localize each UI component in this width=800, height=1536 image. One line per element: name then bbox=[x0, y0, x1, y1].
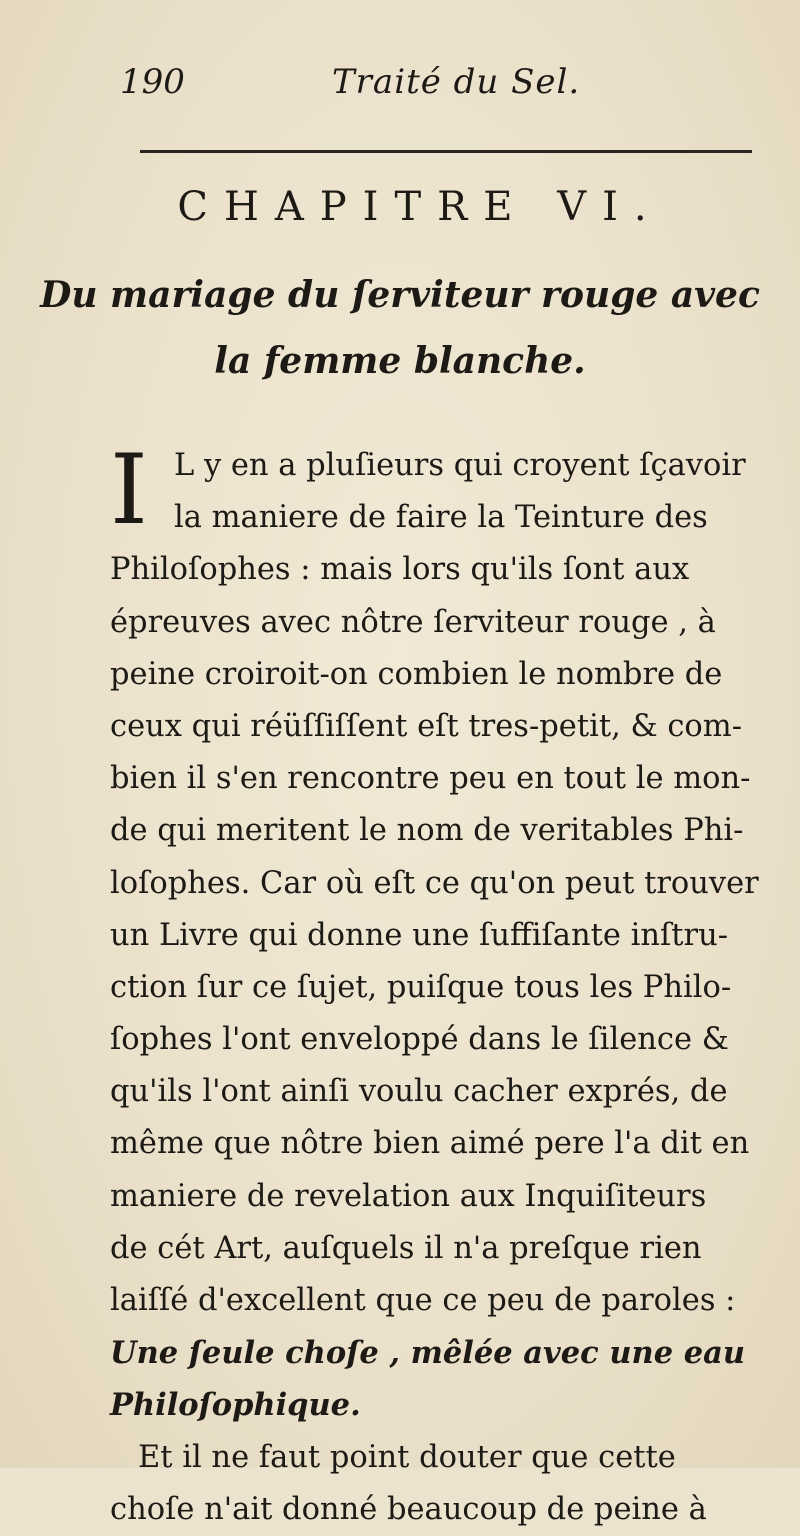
text-line: Et il ne faut point douter que cette bbox=[138, 1439, 676, 1475]
text-line: Philoſophes : mais lors qu'ils ſont aux bbox=[110, 552, 690, 588]
text-line: maniere de revelation aux Inquiſiteurs bbox=[110, 1178, 707, 1214]
chapter-heading: CHAPITRE VI. bbox=[177, 184, 663, 230]
text-line: même que nôtre bien aimé pere l'a dit en bbox=[110, 1126, 750, 1162]
drop-cap: I bbox=[110, 434, 148, 546]
text-line: ſophes l'ont enveloppé dans le ſilence & bbox=[110, 1022, 729, 1058]
chapter-subtitle-line-2: la femme blanche. bbox=[214, 340, 586, 382]
text-line-italic: Une ſeule choſe , mêlée avec une eau bbox=[110, 1335, 746, 1372]
header-rule bbox=[140, 150, 752, 153]
text-line: peine croiroit-on combien le nombre de bbox=[110, 656, 723, 692]
text-line: ction ſur ce ſujet, puiſque tous les Philo- bbox=[110, 969, 732, 1005]
text-line: épreuves avec nôtre ſerviteur rouge , à bbox=[110, 604, 716, 640]
text-line-italic: Philoſophique. bbox=[110, 1387, 361, 1424]
text-line: la maniere de faire la Teinture des bbox=[174, 500, 708, 536]
running-title: Traité du Sel. bbox=[332, 62, 581, 102]
text-line: L y en a pluſieurs qui croyent ſçavoir bbox=[174, 448, 746, 483]
text-line: de qui meritent le nom de veritables Phi- bbox=[110, 813, 744, 849]
text-line: ceux qui réüſſiſſent eſt tres-petit, & com- bbox=[110, 708, 742, 744]
text-line: loſophes. Car où eſt ce qu'on peut trouver bbox=[110, 865, 759, 901]
page-number: 190 bbox=[120, 62, 185, 102]
text-line: de cét Art, auſquels il n'a preſque rien bbox=[110, 1230, 702, 1266]
chapter-subtitle-line-1: Du mariage du ſerviteur rouge avec bbox=[40, 274, 760, 316]
text-line: laiſſé d'excellent que ce peu de paroles : bbox=[110, 1283, 736, 1318]
text-line: un Livre qui donne une ſuffiſante inſtru- bbox=[110, 917, 729, 953]
page-header bbox=[120, 62, 760, 112]
text-line: choſe n'ait donné beaucoup de peine à bbox=[110, 1491, 707, 1527]
body-text bbox=[110, 434, 790, 1536]
text-line: qu'ils l'ont ainſi voulu cacher exprés, de bbox=[110, 1074, 728, 1110]
text-line: bien il s'en rencontre peu en tout le mon- bbox=[110, 761, 751, 797]
